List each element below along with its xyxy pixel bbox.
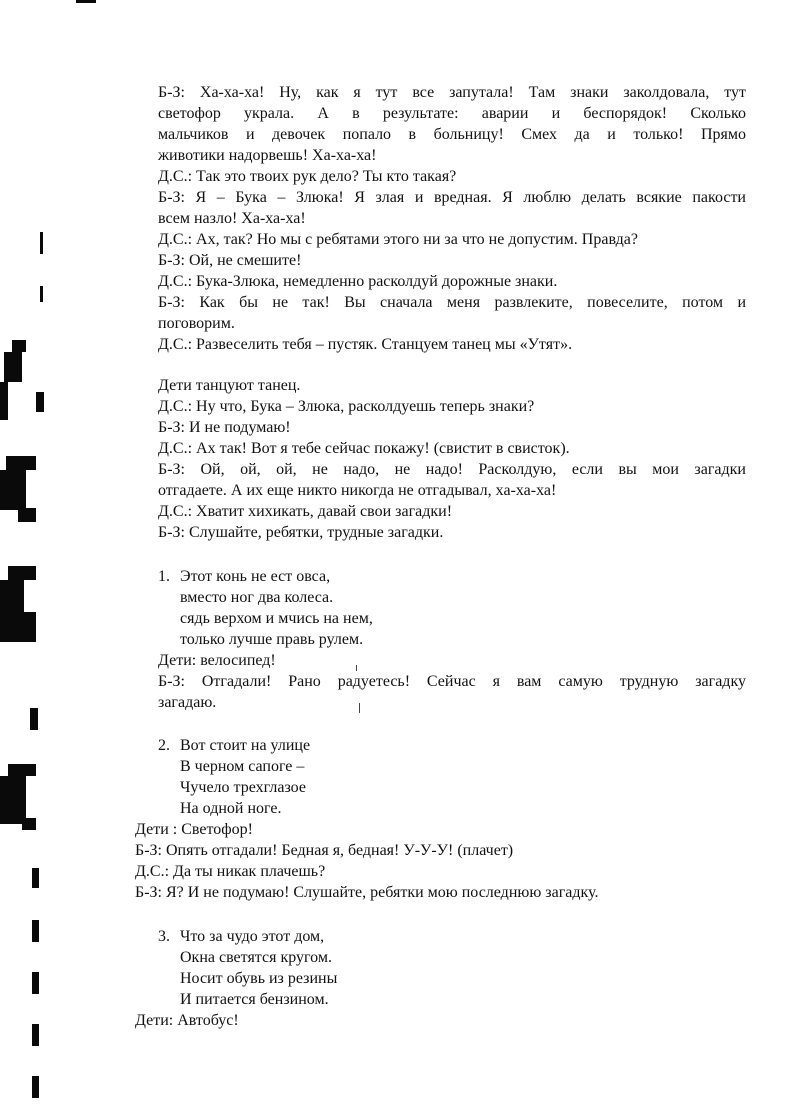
binding-mark (32, 868, 39, 888)
text-line: Д.С.: Ну что, Бука – Злюка, расколдуешь теперь знаки? (158, 398, 535, 415)
binding-mark (12, 340, 26, 352)
answer-line: Дети : Светофор! (135, 821, 253, 838)
binding-mark (32, 1024, 39, 1046)
text-line: Д.С.: Так это твоих рук дело? Ты кто такая? (158, 168, 457, 185)
riddle-line: Носит обувь из резины (180, 970, 338, 987)
riddle-text: Вот стоит на улице (180, 737, 311, 754)
binding-mark (0, 776, 26, 824)
answer-line: Дети: Автобус! (135, 1012, 239, 1029)
text-line: всем назло! Ха-ха-ха! (158, 210, 306, 227)
riddle-line (158, 566, 746, 587)
text-line: Д.С.: Развеселить тебя – пустяк. Станцуем танец мы «Утят». (158, 336, 573, 353)
text-line: Б-З: Ой, ой, ой, не надо, не надо! Расколдую, если вы мои загадки (158, 461, 746, 478)
binding-mark (40, 232, 43, 254)
text-line: животики надорвешь! Ха-ха-ха! (158, 147, 377, 164)
text-line: мальчиков и девочек попало в больницу! Смех да и только! Прямо (158, 126, 746, 143)
text-line: светофор украла. А в результате: аварии и беспорядок! Сколько (158, 105, 746, 122)
text-line: Б-З: Как бы не так! Вы сначала меня развлеките, повеселите, потом и (158, 294, 746, 311)
riddle-text: Этот конь не ест овса, (180, 568, 331, 585)
binding-mark (32, 920, 39, 942)
binding-mark (0, 382, 8, 420)
binding-mark (0, 580, 24, 642)
riddle-line: В черном сапоге – (180, 758, 305, 775)
answer-line: Дети: велосипед! (158, 652, 276, 669)
text-line: Д.С.: Бука-Злюка, немедленно расколдуй дорожные знаки. (158, 273, 558, 290)
riddle-number: 1. (158, 568, 170, 585)
binding-mark (8, 764, 36, 776)
riddle-number: 2. (158, 737, 170, 754)
binding-mark (32, 1076, 39, 1098)
riddle-text: Что за чудо этот дом, (180, 928, 325, 945)
binding-mark (18, 508, 36, 522)
text-line: Б-З: Опять отгадали! Бедная я, бедная! У-У-У! (плачет) (135, 842, 514, 859)
text-line: Б-З: Я? И не подумаю! Слушайте, ребятки мою последнюю загадку. (135, 884, 599, 901)
binding-mark (8, 566, 36, 580)
text-line: Б-З: Отгадали! Рано радуетесь! Сейчас я вам самую трудную загадку (158, 673, 746, 690)
binding-mark (0, 470, 26, 510)
text-line: Б-З: Ха-ха-ха! Ну, как я тут все запутала! Там знаки заколдовала, тут (158, 84, 746, 101)
riddle-number: 3. (158, 928, 170, 945)
text-line: Б-З: Я – Бука – Злюка! Я злая и вредная. Я люблю делать всякие пакости (158, 189, 746, 206)
text-line: Б-З: Ой, не смешите! (158, 252, 302, 269)
riddle-line (158, 735, 746, 756)
riddle-line: На одной ноге. (180, 800, 282, 817)
binding-mark (22, 818, 36, 830)
text-line: Д.С.: Хватит хихикать, давай свои загадки! (158, 503, 453, 520)
text-line: Д.С.: Ах так! Вот я тебе сейчас покажу! (свистит в свисток). (158, 440, 570, 457)
riddle-line: вместо ног два колеса. (180, 589, 334, 606)
riddle-line: Окна светятся кругом. (180, 949, 332, 966)
riddle-line: только лучше правь рулем. (180, 631, 364, 648)
text-line: отгадаете. А их еще никто никогда не отгадывал, ха-ха-ха! (158, 482, 557, 499)
binding-mark (36, 392, 44, 412)
binding-mark (6, 456, 36, 470)
binding-mark (32, 972, 39, 994)
text-line: Б-З: И не подумаю! (158, 419, 291, 436)
binding-mark (40, 286, 43, 302)
binding-mark (24, 612, 36, 642)
binding-mark (30, 708, 38, 730)
riddle-line (158, 926, 746, 947)
text-line: Б-З: Слушайте, ребятки, трудные загадки. (158, 524, 444, 541)
riddle-line: Чучело трехглазое (180, 779, 306, 796)
text-line: Д.С.: Да ты никак плачешь? (135, 863, 326, 880)
binding-mark (4, 352, 22, 382)
text-line: Дети танцуют танец. (158, 377, 301, 394)
text-line: Д.С.: Ах, так? Но мы с ребятами этого ни за что не допустим. Правда? (158, 231, 638, 248)
riddle-line: И питается бензином. (180, 991, 329, 1008)
scan-top-mark (76, 0, 96, 3)
riddle-line: сядь верхом и мчись на нем, (180, 610, 373, 627)
text-line: поговорим. (158, 315, 235, 332)
text-line: загадаю. (158, 694, 217, 711)
